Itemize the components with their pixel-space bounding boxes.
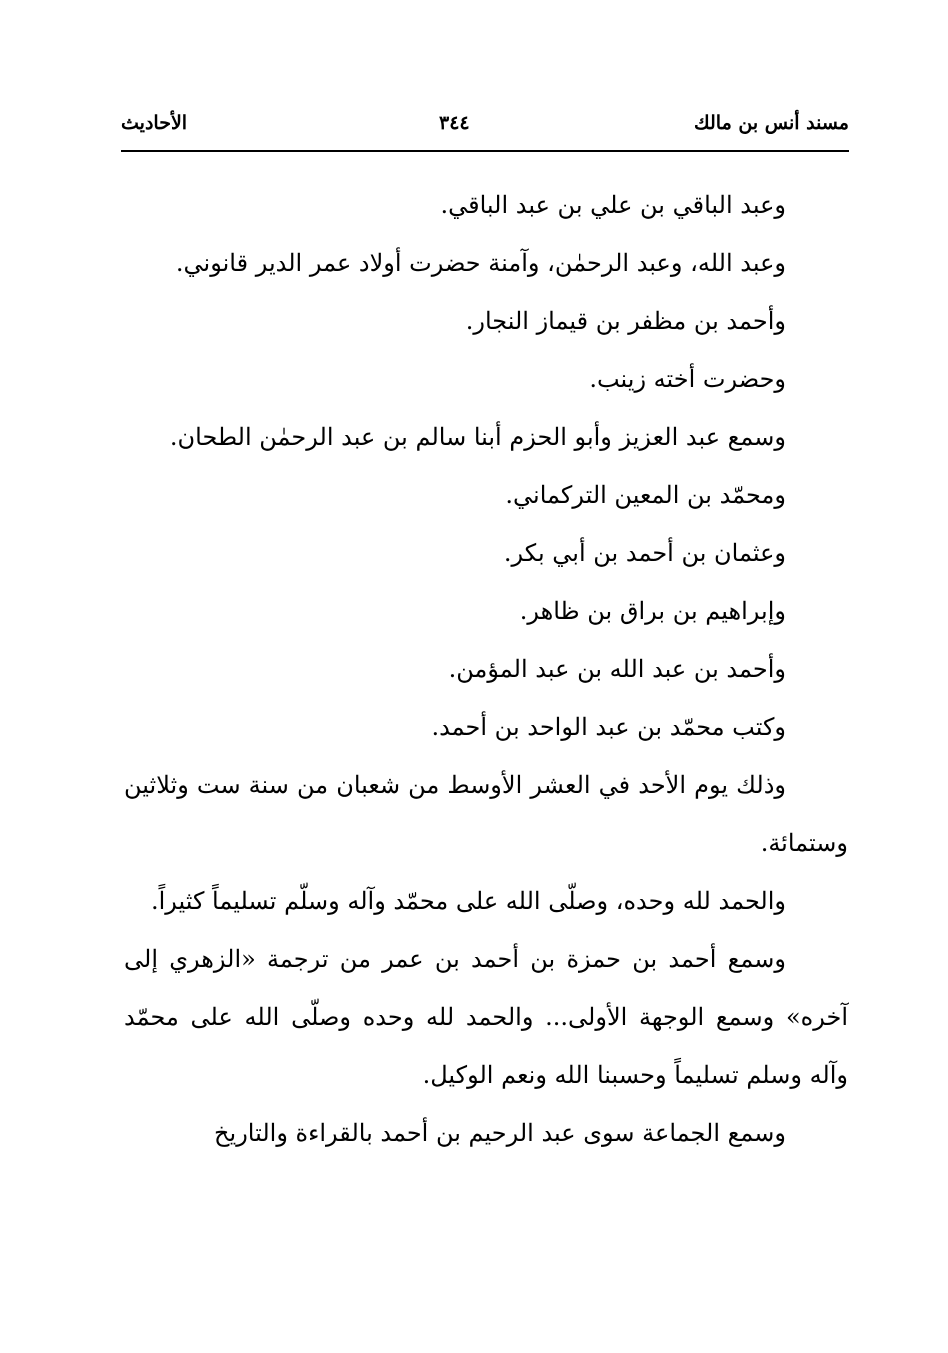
paragraph: ومحمّد بن المعين التركماني. <box>505 481 786 509</box>
paragraph: وعبد الباقي بن علي بن عبد الباقي. <box>440 191 786 219</box>
paragraph: وعثمان بن أحمد بن أبي بكر. <box>503 539 786 567</box>
page-number: ٣٤٤ <box>439 112 470 134</box>
page-header <box>121 112 849 142</box>
header-divider <box>121 150 849 152</box>
section-title: الأحاديث <box>121 112 188 134</box>
paragraph: وأحمد بن عبد الله بن عبد المؤمن. <box>448 655 786 683</box>
paragraph: وحضرت أخته زينب. <box>589 365 786 393</box>
paragraph: وسمع عبد العزيز وأبو الحزم أبنا سالم بن عبد الرحمٰن الطحان. <box>169 423 786 451</box>
book-title: مسند أنس بن مالك <box>694 112 849 134</box>
paragraph: وذلك يوم الأحد في العشر الأوسط من شعبان من سنة ست وثلاثين وستمائة. <box>124 771 848 857</box>
paragraph: وإبراهيم بن براق بن ظاهر. <box>519 597 786 625</box>
paragraph: وسمع أحمد بن حمزة بن أحمد بن عمر من ترجمة «الزهري إلى آخره» وسمع الوجهة الأولى... والحمد لله وحده وصلّى الله على محمّد وآله وسلم تسليماً وحسبنا الله ونعم الوكيل. <box>124 945 848 1089</box>
paragraph: وسمع الجماعة سوى عبد الرحيم بن أحمد بالقراءة والتاريخ <box>214 1119 786 1147</box>
paragraph: والحمد لله وحده، وصلّى الله على محمّد وآله وسلّم تسليماً كثيراً. <box>150 887 786 915</box>
paragraph: وكتب محمّد بن عبد الواحد بن أحمد. <box>431 713 786 741</box>
page-body <box>124 176 848 1162</box>
paragraph: وأحمد بن مظفر بن قيماز النجار. <box>465 307 786 335</box>
paragraph: وعبد الله، وعبد الرحمٰن، وآمنة حضرت أولاد عمر الدير قانوني. <box>175 249 786 277</box>
